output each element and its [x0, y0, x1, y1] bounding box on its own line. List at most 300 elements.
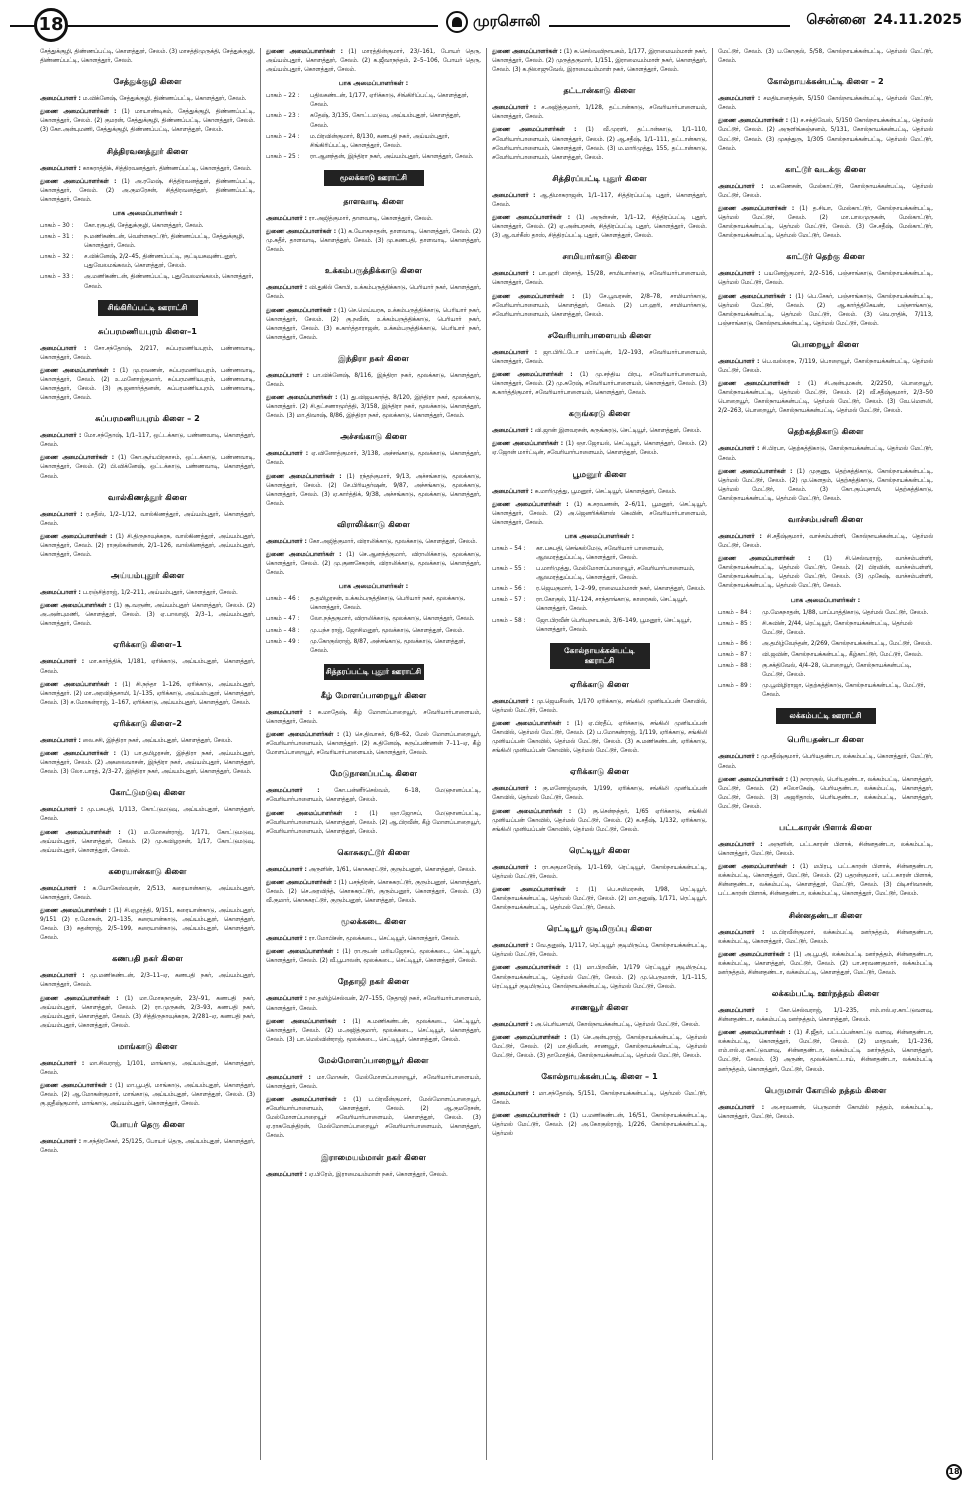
booth-organizer-row	[266, 627, 481, 636]
role-label: அமைப்பாளர் :	[266, 538, 307, 545]
organizer-details: பா.விக்னேஷ், 8/116, இந்திரா நகர், மூலக்காடு, கொளத்தூர், சேலம்.	[266, 372, 481, 388]
organizer-details: வி.துகில் கோபி, உக்கம்பருத்திக்காடு, பெரியார் நகர், கொளத்தூர், சேலம்.	[266, 285, 481, 301]
organizer-paragraph	[266, 538, 481, 547]
role-label: துணை அமைப்பாளர்கள் :	[492, 1113, 566, 1120]
organizer-paragraph	[40, 533, 255, 560]
role-label: அமைப்பாளர் :	[40, 659, 85, 666]
organizer-details: ரா.மோபிசன், மூலக்கடை, செட்டியூர், கொளத்தூர், சேலம்.	[308, 936, 460, 943]
organizer-details: (1) ப.பிரவீன்குமார், மேல்மோளப்பாறையூர், சவேரியார்பாளையம், கொளத்தூர், சேலம். (2) ஆ.குமரேசன், மேல்மோளப்பாறையூர் சவேரியார்பாளையம், கொளத்தூர், சேலம். (3) ஏ.ராகவேந்திரன், மேல்மோளப்பாறையூர் சவேரியார்பாளையம், கொளத்தூர், சேலம்.	[266, 1097, 481, 1140]
organizer-paragraph	[492, 1034, 707, 1061]
organizer-paragraph	[718, 48, 933, 66]
organizer-details: (1) ஏ.பிரதீப், ஏரிக்காடு, சங்கிலி முனியப்பன் கோவில், தெர்மல் மேட்டூர், சேலம். (2) ப.மோகன்ராஜ், 1/119, ஏரிக்காடு, சங்கிலி முனியப்பன் கோவில், தெர்மல் மேட்டூர், சேலம். (3) சு.மணிகண்டன், ஏரிக்காடு, சங்கிலி முனியப்பன் கோவில், தெர்மல் மேட்டூர், சேலம்.	[492, 720, 707, 755]
organizer-paragraph	[40, 48, 255, 66]
organizer-details: மு.மணிகண்டன், 2/3–11–ஏ, கணபதி நகர், அய்யம்புதூர், கொளத்தூர், சேலம்.	[40, 973, 255, 989]
organizer-details: கோ.செல்வராஜ், 1/1–235, எம்.எல்.ஏ.காட்டுவளவு, சின்னதண்டா, லக்கம்பட்டி ஊர்நத்தம், கொளத்தூர், சேலம்.	[718, 1008, 933, 1024]
branch-heading: ஏரிக்காடு கிளை–2	[113, 717, 182, 728]
organizer-details: மோ.சந்தோஷ், 1/1–117, ஒட்டக்காடு, பண்ணவாடி, கொளத்தூர், சேலம்.	[40, 433, 255, 449]
booth-organizer-row	[40, 273, 255, 291]
branch-heading: உக்கம்பருத்திக்காடு கிளை	[325, 265, 422, 276]
role-label: துணை அமைப்பாளர்கள் :	[492, 127, 577, 134]
organizer-paragraph	[266, 935, 481, 944]
branch-heading: நேதாஜி நகர் கிளை	[337, 976, 410, 987]
organizer-paragraph	[266, 709, 481, 727]
organizer-details: அ.சரவணன், பெருமாள் கோயில் நத்தம், லக்கம்பட்டி, கொளத்தூர், மேட்டூர், சேலம்.	[718, 1104, 933, 1120]
role-label: துணை அமைப்பாளர்கள் :	[266, 473, 342, 480]
role-label: துணை அமைப்பாளர்கள் :	[266, 552, 342, 558]
booth-organizer-row	[40, 222, 255, 231]
role-label: துணை அமைப்பாளர்கள் :	[266, 810, 357, 817]
branch-heading: கருங்கரடு கிளை	[568, 408, 631, 419]
booth-organizer-details: ப.மாரிமுத்து, மேல்மோளப்பாறையூர், சவேரியார்பாளையம், ஆலமரத்துப்பட்டி, கொளத்தூர், சேலம்.	[536, 566, 695, 582]
organizer-details: லை.சசி, இந்திரா நகர், அய்யம்புதூர், கொளத்தூர், சேலம்.	[82, 737, 233, 744]
organizer-details: மு.ஜெயசீலன், 1/170 ஏரிக்காடு, சங்கிலி முனியப்பன் கோவில், தெர்மல் மேட்டூர், சேலம்.	[492, 698, 707, 714]
organizer-paragraph	[40, 885, 255, 903]
organizer-paragraph	[266, 1074, 481, 1092]
organizer-paragraph	[266, 372, 481, 390]
branch-heading: கரையான்காடு கிளை	[108, 865, 187, 876]
role-label: அமைப்பாளர் :	[40, 345, 87, 352]
organizer-paragraph	[718, 445, 933, 463]
booth-organizer-details: அ.மணிகண்டன், திண்ணப்பட்டி, புதுவேலமங்கலம், கொளத்தூர், சேலம்.	[84, 274, 254, 290]
organizer-details: (1) ஞா.ஜோயல், செட்டியூர், கொளத்தூர், சேலம். (2) ஏ.ஜோன் மார்ட்டின், சவேரியார்பாளையம், கொளத்தூர், சேலம்.	[492, 441, 707, 457]
organizer-details: (1) க.சரவணன், 2–6/11, பூமனூர், செட்டியூர், கொளத்தூர், சேலம். (2) அ.ஜெனரிக்கிளஸ் கெவின், சவேரியார்பாளையம், கொளத்தூர், சேலம்.	[492, 501, 707, 526]
organizer-paragraph	[492, 864, 707, 882]
organizer-paragraph	[718, 951, 933, 978]
organizer-paragraph	[492, 427, 707, 436]
organizer-details: வே.தனுஷ், 1/117, ரெட்டியூர் குடிமிருப்பு, கோல்நாயக்கன்பட்டி, தெர்மல் மேட்டூர், சேலம்.	[492, 943, 707, 959]
organizer-paragraph	[40, 345, 255, 363]
booth-number: பாகம் – 86 :	[718, 640, 752, 647]
role-label: அமைப்பாளர் :	[718, 1104, 765, 1111]
organizer-paragraph	[492, 214, 707, 241]
organizer-paragraph	[40, 658, 255, 676]
column-divider	[486, 48, 487, 1460]
organizer-details: (1) க.யோகநாதன், தாளவாடி, கொளத்தூர், சேலம். (2) மு.கதீர், தாளவாடி, கொளத்தூர், சேலம். (3) மு.கணபதி, தாளவாடி, கொளத்தூர், சேலம்.	[266, 229, 481, 254]
organizer-details: மா.கார்த்திக், 1/181, ஏரிக்காடு, அய்யம்புதூர், கொளத்தூர், சேலம்.	[40, 659, 255, 675]
booth-organizer-details: கா.பசுபதி, செங்கல்மேடு, சவேரியார் பாளையம், ஆலமரத்துப்பட்டி, கொளத்தூர், சேலம்.	[536, 545, 664, 561]
column-divider	[260, 48, 261, 1460]
branch-heading: ஏரிக்காடு கிளை	[569, 766, 630, 777]
issue-date: 24.11.2025	[873, 12, 962, 28]
branch-heading: சேத்துக்குழி கிளை	[113, 76, 182, 87]
panchayat-heading: சித்தரப்பட்டி புதூர் ஊராட்சி	[324, 664, 424, 680]
booth-organizer-details: கதேஷ், 3/135, கோட்டமடுவு, அய்யம்புதூர், கொளத்தூர், சேலம்.	[310, 113, 461, 129]
organizer-details: (1) மு.ரவணன், சுப்பரமணியபுரம், பண்ணவாடி, கொளத்தூர், சேலம். (2) உ.மனோஜ்குமார், சுப்பரமணியபுரம், பண்ணவாடி, கொளத்தூர், சேலம். (3) கு.ஜனார்த்தனன், சுப்பரமணியபுரம், பண்ணவாடி, கொளத்தூர், சேலம்.	[40, 367, 255, 402]
organizer-details: சி.சதீஷ்குமார், வாச்சம்பள்ளி, கோல்நாயக்கன்பட்டி, தெர்மல் மேட்டூர், சேலம்.	[718, 534, 933, 550]
booth-number: பாகம் – 48 :	[266, 627, 300, 634]
booth-organizer-details: பதிலகண்டன், 1/177, ஏரிக்காடு, சிங்கிரிப்பட்டி, கொளத்தூர், சேலம்.	[310, 93, 469, 109]
role-label: துணை அமைப்பாளர்கள் :	[40, 603, 112, 610]
organizer-details: ஜா.பிரிட்டோ மார்ட்டின், 1/2–193, சவேரியார்பாளையம், கொளத்தூர், சேலம்.	[492, 349, 707, 365]
role-label: அமைப்பாளர் :	[266, 709, 312, 716]
organizer-paragraph	[40, 95, 255, 104]
branch-heading: அய்யம்புதூர் கிளை	[110, 570, 185, 581]
organizer-paragraph	[40, 737, 255, 746]
booth-organizer-row	[266, 615, 481, 624]
role-label: அமைப்பாளர் :	[266, 1074, 311, 1081]
organizer-paragraph	[492, 808, 707, 835]
branch-heading: போயர் தெரு கிளை	[110, 1119, 185, 1130]
organizer-details: (1) ம.மோகன்ராஜ், 1/171, கோட்டுமடுவு, அய்யம்புதூர், கொளத்தூர், சேலம். (2) மு.சுவிழரசன், 1/17, கோட்டுமடுவு, அய்யம்புதூர், கொளத்தூர், சேலம்.	[40, 829, 255, 854]
organizer-details: (1) கு.சென்நந்தர், 1/65 ஏரிக்காடு, சங்கிலி முனியப்பன் கோவில், தெர்மல் மேட்டூர், சேலம். (2) க.சதீஷ், 1/132, ஏரிக்காடு, சங்கிலி முனியப்பன் கோவில், தெர்மல் மேட்டூர், சேலம்.	[492, 808, 707, 833]
organizer-details: (1) மபிரபு, பட்டகாரன் பிளாக், சின்னதண்டா, லக்கம்பட்டி, கொளத்தூர், மேட்டூர், சேலம். (2) பதரன்குமார், பட்டகாரன் பிளாக், சின்னதண்டா, லக்கம்பட்டி, கொளத்தூர், மேட்டூர், சேலம். (3) பிடிசரிவாசன், பட்டகாரன் பிளாக், சின்னதண்டா, லக்கம்பட்டி, கொளத்தூர், மேட்டூர், சேலம்.	[718, 864, 933, 898]
organizer-details: (1) சே.பூவரசன், 2/8–78, சாமியார்காடு, சவேரியார்பாளையம், கொளத்தூர், சேலம். (2) பா.ஹரி, சாமியார்காடு, சவேரியார்பாளையம், கொளத்தூர், சேலம்.	[492, 293, 707, 318]
branch-heading: சுப்பரமணியபுரம் கிளை–1	[98, 325, 197, 336]
organizer-details: பயனேஜ்குமார், 2/2–516, பஞ்சாங்காடு, கோல்நாயக்கன்பட்டி, தெர்மல் மேட்டூர், சேலம்.	[718, 271, 933, 287]
booth-number: பாகம் – 46 :	[266, 596, 300, 603]
organizer-details: (1) செ.மெய்யரசு, உக்கம்பருத்திக்காடு, பெரியார் நகர், கொளத்தூர், சேலம். (2) கு.நவீன், உக்கம்பருத்திக்காடு, பெரியார் நகர், கொளத்தூர், சேலம். (3) க.கார்த்தாராஜன், உக்கம்பருத்திக்காடு, பெரியார் நகர், கொளத்தூர், சேலம்.	[266, 307, 481, 341]
organizer-paragraph	[718, 776, 933, 812]
booth-organizer-row	[492, 596, 707, 614]
branch-heading: சித்திரவனத்தூர் கிளை	[106, 145, 189, 156]
booth-organizer-row	[266, 92, 481, 110]
organizer-details: (1) மாரத்தின்குமார், 23/–161, போயர் தெரு, அய்யம்புதூர், கொளத்தூர், சேலம். (2) க.ஜீவாநந்தம், 2–5–106, போயர் தெரு, அய்யம்புதூர், கொளத்தூர், சேலம்.	[266, 49, 481, 74]
organizer-paragraph	[492, 488, 707, 497]
branch-heading: கோல்நாயக்கன்பட்டி கிளை – 1	[541, 1071, 658, 1082]
role-label: துணை அமைப்பாளர்கள் :	[40, 455, 115, 462]
organizer-paragraph	[266, 1096, 481, 1141]
role-label: துணை அமைப்பாளர்கள் :	[266, 395, 338, 402]
booth-number: பாகம் – 33 :	[40, 274, 74, 281]
organizer-details: அருளின், பட்டகாரன் பிளாக், சின்னதண்டா, லக்கம்பட்டி, கொளத்தூர், மேட்டூர், சேலம்.	[718, 841, 933, 858]
booth-organizer-details: ரா.ஆனந்தன், இந்திரா நகர், அய்யம்புதூர், கொளத்தூர், சேலம்.	[310, 153, 474, 160]
branch-heading: இந்திரா நகர் கிளை	[338, 352, 409, 363]
role-label: துணை அமைப்பாளர்கள் :	[492, 293, 575, 300]
role-label: துணை அமைப்பாளர்கள் :	[718, 118, 789, 125]
role-label: அமைப்பாளர் :	[718, 358, 760, 365]
role-label: துணை அமைப்பாளர்கள் :	[718, 556, 811, 563]
role-label: துணை அமைப்பாளர்கள் :	[266, 732, 340, 739]
branch-heading: கொசுகரட்டூர் கிளை	[337, 846, 410, 857]
organizer-paragraph	[492, 698, 707, 716]
branch-heading: பெரியதண்டா கிளை	[787, 734, 864, 745]
organizer-paragraph	[266, 948, 481, 966]
organizer-paragraph	[492, 785, 707, 803]
booth-organizer-details: ரா.கோகுல், 11/–124, சாந்தாங்காடு, காரைகல், செட்டியூர், கொளத்தூர், சேலம்.	[536, 597, 688, 613]
organizer-paragraph	[266, 307, 481, 343]
organizer-paragraph	[492, 440, 707, 458]
booth-organizer-details: ந.மணிகண்டன், வெள்ளகரட்டூர், திண்ணப்பட்டி, சேத்துக்குழி, கொளத்தூர், சேலம்.	[84, 234, 245, 250]
organizer-details: சி.பிரபா, தெற்கத்திகாடு, கோல்நாயக்கன்பட்டி, தெர்மல் மேட்டூர், சேலம்.	[718, 446, 933, 462]
organizer-paragraph	[40, 165, 255, 174]
column-divider	[712, 48, 713, 1460]
booth-organizer-row	[718, 682, 933, 700]
organizer-paragraph	[492, 293, 707, 320]
role-label: அமைப்பாளர் :	[266, 372, 309, 379]
booth-organizer-details: கோ.ரகுபதி, சேத்துக்குழி, கொளத்தூர், சேலம்.	[84, 222, 204, 229]
organizer-paragraph	[718, 533, 933, 551]
booth-organizer-details: ச.விக்னேஷ், 2/2–45, திண்ணப்பட்டி, குட்டியகவுண்டனூர், புதுவேலமங்கலம், கொளத்தூர், சேலம்.	[84, 254, 238, 270]
organizer-details: ப.ரஞ்சித்ராஜ், 1/2–211, அய்யம்புதூர், கொளத்தூர், சேலம்.	[82, 590, 238, 597]
booth-organizer-row	[266, 112, 481, 130]
organizer-details: (1) பா.தமிழரசன், இந்திரா நகர், அய்யம்புதூர், கொளத்தூர், சேலம். (2) அகலைவாசன், இந்திரா நகர், அய்யம்புதூர், கொளத்தூர், சேலம். (3) லோ.பாரத், 2/3–27, இந்திரா நகர், அய்யம்புதூர், கொளத்தூர், சேலம்.	[40, 751, 255, 776]
organizer-details: ரா.சுகுமாரேஷ், 1/1–169, ரெட்டியூர், கோல்நாயக்கன்பட்டி, தெர்மல் மேட்டூர், சேலம்.	[492, 864, 707, 880]
booth-organizer-details: மு.பூவிழிராஜா, தெற்கத்திகாடு, கோல்நாயக்கன்பட்டி, மேட்டூர், சேலம்.	[762, 683, 926, 699]
branch-heading: கீழ் மோளப்பாறையூர் கிளை	[320, 689, 427, 700]
role-label: அமைப்பாளர் :	[718, 1008, 769, 1014]
booth-organizer-row	[492, 565, 707, 583]
organizer-details: நா.தமிழ்செல்வன், 2/7–155, நேதாஜி நகர், சவேரியார்பாளையம், கொளத்தூர், சேலம்.	[266, 996, 481, 1012]
role-label: துணை அமைப்பாளர்கள் :	[718, 776, 789, 783]
organizer-paragraph	[40, 1138, 255, 1156]
masthead	[10, 8, 962, 44]
role-label: துணை அமைப்பாளர்கள் :	[40, 367, 116, 374]
organizer-paragraph	[492, 192, 707, 210]
page-number-badge: 18	[34, 8, 68, 42]
organizer-paragraph	[718, 205, 933, 241]
branch-heading: பெருமாள் கோயில் நத்தம் கிளை	[764, 1084, 887, 1095]
role-label: அமைப்பாளர் :	[40, 433, 82, 440]
role-label: துணை அமைப்பாளர்கள் :	[266, 1018, 346, 1025]
panchayat-heading: லக்கம்பட்டி ஊராட்சி	[776, 708, 876, 724]
organizer-details: சோ.சந்தோஷ், 2/217, சுப்பரமணியபுரம், பண்ணவாடி, கொளத்தூர், சேலம்.	[40, 345, 255, 361]
role-label: அமைப்பாளர் :	[718, 271, 761, 278]
role-label: துணை அமைப்பாளர்கள் :	[718, 864, 795, 871]
booth-number: பாகம் – 55 :	[492, 566, 526, 573]
organizer-paragraph	[718, 1029, 933, 1074]
booth-organizer-details: த.தமிழரசன், உக்கம்பருத்திகாடு, பெரியார் நகர், மூலக்காடு, கொளத்தூர், சேலம்.	[310, 596, 466, 612]
role-label: அமைப்பாளர் :	[492, 698, 534, 705]
organizer-details: க.யோகேஸ்வரன், 2/513, கரையான்காடு, அய்யம்புதூர், கொளத்தூர், சேலம்.	[40, 885, 255, 901]
organizer-paragraph	[40, 681, 255, 708]
organizer-details: (1) வீ.முரளி, தட்டான்காடு, 1/1–110, சவேரியார்பாளையம், கொளத்தூர், சேலம். (2) ஆ.சதீஷ், 1/1–111, தட்டான்காடு, சவேரியார்பாளையம், கொளத்தூர், சேலம். (3) ம.மாரிமுத்து, 155, தட்டான்காடு, சவேரியார்பாளையம், கொளத்தூர், சேலம்.	[492, 127, 707, 161]
organizer-details: ம.விக்னேஷ், சேத்துக்குழி, திண்ணப்பட்டி, கொளத்தூர், சேலம்.	[82, 96, 247, 103]
role-label: துணை அமைப்பாளர்கள் :	[492, 886, 579, 893]
role-label: அமைப்பாளர் :	[266, 788, 320, 795]
role-label: அமைப்பாளர் :	[492, 349, 538, 356]
role-label: அமைப்பாளர் :	[718, 754, 759, 761]
booth-organizer-row	[266, 638, 481, 656]
role-label: அமைப்பாளர் :	[718, 929, 765, 936]
organizer-details: ம.கணேசன், மேல்காட்டூர், கோல்நாயக்கன்பட்டி, தெர்மல் மேட்டூர், சேலம்.	[718, 183, 933, 199]
branch-heading: சித்திரப்பட்டி புதூர் கிளை	[552, 172, 647, 183]
organizer-details: ர.சதீஸ், 1/2–1/12, வால்கிணத்தூர், அய்யம்புதூர், கொளத்தூர், சேலம்.	[40, 511, 255, 527]
role-label: துணை அமைப்பாளர்கள் :	[40, 1083, 113, 1090]
organizer-paragraph	[266, 810, 481, 837]
organizer-details: ம.பிரவீன்குமார், லக்கம்பட்டி ஊர்நத்தம், சின்னதண்டா, லக்கம்பட்டி, கொளத்தூர், மேட்டூர், சேலம்.	[718, 929, 933, 945]
role-label: துணை அமைப்பாளர்கள் :	[492, 501, 569, 508]
role-label: அமைப்பாளர் :	[40, 96, 81, 103]
organizer-details: (1) ஞா.ஜோசப், மேடுநானப்பட்டி, சவேரியார்பாளையம், கொளத்தூர், சேலம். (2) ஆ.பிரவீன், கீழ் மோளப்பாறையூர், சவேரியார்பாளையம், கொளத்தூர், சேலம்.	[266, 810, 481, 835]
footer-page-number: 18	[946, 1464, 962, 1480]
column-1	[40, 48, 255, 1460]
branch-heading: மூலக்கடை கிளை	[340, 916, 407, 927]
role-label: துணை அமைப்பாளர்கள் :	[492, 965, 569, 972]
role-label: அமைப்பாளர் :	[266, 451, 309, 458]
organizer-paragraph	[492, 720, 707, 756]
organizer-paragraph	[266, 1018, 481, 1045]
branch-heading: சாணவூர் கிளை	[570, 1001, 629, 1012]
organizer-details: (1) ரந்தந்குமார், 9/13, அச்சங்காடு, மூலக்காடு, கொளத்தூர், சேலம். (2) சே.பிரியதர்ஷன், 9/87, அச்சங்காடு, மூலக்காடு, கொளத்தூர், சேலம். (3) ஏ.கார்த்திக், 9/38, அச்சங்காடு, மூலக்காடு, கொளத்தூர், சேலம்.	[266, 473, 481, 507]
booth-organizer-details: வி.ஜவின், கோல்நாயக்கன்பட்டி, கீழ்காட்டூர், மேட்டூர், சேலம்.	[762, 651, 923, 658]
organizer-details: பா.ஹரி பிரசாத், 15/28, சாமியார்காடு, சவேரியார்பாளையம், கொளத்தூர், சேலம்.	[492, 271, 707, 287]
column-2	[266, 48, 481, 1460]
organizer-paragraph	[718, 1007, 933, 1025]
organizer-paragraph	[718, 358, 933, 376]
role-label: துணை அமைப்பாளர்கள் :	[40, 533, 113, 540]
organizer-paragraph	[266, 866, 481, 875]
booth-organizer-row	[492, 545, 707, 563]
booth-organizers-heading: பாக அமைப்பாளர்கள் :	[338, 582, 409, 591]
organizer-paragraph	[266, 284, 481, 302]
booth-organizers-heading: பாக அமைப்பாளர்கள் :	[112, 208, 183, 217]
role-label: அமைப்பாளர் :	[492, 864, 537, 871]
booth-number: பாகம் – 57 :	[492, 597, 526, 604]
organizer-paragraph	[492, 104, 707, 122]
organizer-details: (1) அ.பூபதி, லக்கம்பட்டி ஊர்நத்தம், சின்னதண்டா, லக்கம்பட்டி, கொளத்தூர், மேட்டூர், சேலம். (2) பா.சரவணகுமார், லக்கம்பட்டி ஊர்நத்தம், சின்னதண்டா, லக்கம்பட்டி, கொளத்தூர், மேட்டூர், சேலம்.	[718, 951, 933, 976]
organizer-paragraph	[492, 371, 707, 398]
organizer-details: சேத்துக்குழி, திண்ணப்பட்டி, கொளத்தூர், சேலம். (3) மாசத்திமுருக்தி, சேத்துக்குழி, திண்ணப்பட்டி, கொளத்தூர், சேலம்.	[40, 49, 255, 65]
organizer-details: (1) மு.சந்திய பிரபு, சவேரியார்பாளையம், கொளத்தூர், சேலம். (2) மு.சுரேஷ், சவேரியார்பாளையம், கொளத்தூர், சேலம். (3) க.கார்த்திகுமார், சவேரியார்பாளையம், கொளத்தூர், சேலம்.	[492, 371, 707, 397]
branch-heading: காட்டூர் தெற்கு கிளை	[786, 251, 865, 262]
branch-heading: சவேரியார்பாளையம் கிளை	[547, 329, 652, 340]
organizer-details: மு.பசுபதி, 1/113, கோட்டுமடுவு, அய்யம்புதூர், கொளத்தூர், சேலம்.	[40, 807, 255, 823]
booth-organizer-details: கு.சக்திவேல், 4/4–28, பொறையூர், கோல்நாயக்கன்பட்டி, மேட்டூர், சேலம்.	[762, 663, 912, 679]
booth-organizer-row	[40, 253, 255, 271]
organizer-details: (1) மா.பூபதி, மாங்காடு, அய்யம்புதூர், கொளத்தூர், சேலம். (2) ஆ.மோகன்குமார், மாங்காடு, அய்யம்புதூர், கொளத்தூர், சேலம். (3) கு.ஜதீஷ்குமார், மாங்காடு, அய்யம்புதூர், கொளத்தூர், சேலம்.	[40, 1083, 255, 1108]
booth-number: பாகம் – 25 :	[266, 153, 300, 160]
role-label: துணை அமைப்பாளர்கள் :	[40, 681, 117, 688]
booth-number: பாகம் – 84 :	[718, 609, 752, 616]
organizer-paragraph	[492, 964, 707, 991]
role-label: அமைப்பாளர் :	[40, 807, 84, 814]
organizer-paragraph	[40, 511, 255, 529]
organizer-details: (1) சூ.வருண், அய்யம்புதூர் கொளத்தூர், சேலம். (2) அ.அன்புமணி, கொளத்தூர், சேலம். (3) ஏ.பாலாஜி, 2/3–1, அய்யம்புதூர், கொளத்தூர், சேலம்.	[40, 603, 255, 628]
booth-number: பாகம் – 85 :	[718, 620, 752, 627]
organizer-paragraph	[40, 806, 255, 824]
booth-organizer-row	[718, 640, 933, 649]
booth-number: பாகம் – 47 :	[266, 616, 300, 623]
role-label: அமைப்பாளர் :	[40, 973, 85, 980]
organizer-details: மேட்டூர், சேலம். (3) ப.கோகுல், 5/58, கோல்நாயக்கன்பட்டி, தெர்மல் மேட்டூர், சேலம்.	[718, 49, 933, 65]
booth-organizers-heading: பாக அமைப்பாளர்கள் :	[338, 79, 409, 88]
branch-heading: ஏரிக்காடு கிளை	[569, 678, 630, 689]
organizer-paragraph	[40, 1060, 255, 1078]
organizer-details: (1) க.மணிகண்டன், மூலக்கடை, செட்டியூர், கொளத்தூர், சேலம். (2) ம.அஜித்குமார், மூலக்கடை, செட்டியூர், கொளத்தூர், சேலம். (3) பா.மெல்வின்ராஜ், மூலக்கடை, செட்டியூர், கொளத்தூர், சேலம்.	[266, 1018, 481, 1043]
organizer-paragraph	[40, 602, 255, 629]
role-label: அமைப்பாளர் :	[492, 271, 535, 278]
role-label: அமைப்பாளர் :	[492, 192, 536, 199]
organizer-paragraph	[266, 995, 481, 1013]
role-label: துணை அமைப்பாளர்கள் :	[40, 995, 119, 1002]
organizer-details: (1) ரா.ரூபன் மரியஜோசப், மூலக்கடை, செட்டியூர், கொளத்தூர், சேலம். (2) வீ.பூபாலன், மூலக்கடை, செட்டியூர், கொளத்தூர், சேலம்.	[266, 949, 481, 965]
organizer-paragraph	[40, 1082, 255, 1109]
role-label: அமைப்பாளர் :	[266, 285, 308, 292]
role-label: துணை அமைப்பாளர்கள் :	[492, 808, 572, 815]
role-label: அமைப்பாளர் :	[718, 96, 761, 103]
article-columns	[40, 48, 934, 1460]
column-4	[718, 48, 933, 1460]
organizer-paragraph	[40, 367, 255, 403]
role-label: துணை அமைப்பாளர்கள் :	[40, 829, 121, 836]
organizer-paragraph	[266, 394, 481, 421]
organizer-paragraph	[40, 995, 255, 1031]
organizer-details: கோ.அஜித்குமார், விராலிக்காடு, மூலக்காடு, கொளத்தூர், சேலம்.	[308, 538, 478, 545]
role-label: அமைப்பாளர் :	[718, 534, 762, 540]
branch-heading: கோல்நாயக்கன்பட்டி கிளை – 2	[767, 76, 884, 87]
panchayat-heading: சிங்கிரிப்பட்டி ஊராட்சி	[98, 300, 198, 316]
branch-heading: தாளவாடி கிளை	[343, 195, 404, 206]
column-3	[492, 48, 707, 1460]
booth-organizers-heading: பாக அமைப்பாளர்கள் :	[790, 595, 861, 604]
booth-number: பாகம் – 49 :	[266, 638, 300, 645]
branch-heading: மாங்காடு கிளை	[117, 1040, 178, 1051]
organizer-details: (1) முகுணு, தெற்கத்திகாடு, கோல்நாயக்கன்பட்டி, தெர்மல் மேட்டூர், சேலம். (2) மு.கௌதம், தெற்கத்திகாடு, கோல்நாயக்கன்பட்டி, தெர்மல் மேட்டூர், சேலம். (3) கோ.குப்புசாமி, தெற்கத்திகாடு, கோல்நாயக்கன்பட்டி, தெர்மல் மேட்டூர், சேலம்.	[718, 468, 933, 502]
booth-number: பாகம் – 22 :	[266, 93, 300, 100]
organizer-details: ச.அஜித்குமார், 1/128, தட்டான்காடு, சவேரியார்பாளையம், கொளத்தூர், சேலம்.	[492, 105, 707, 121]
organizer-details: (1) மா.மோகநாதன், 23/–91, கணபதி நகர், அய்யம்புதூர், கொளத்தூர், சேலம். (2) ரா.முருகன், 2/3–93, கணபதி நகர், அய்யம்புதூர், கொளத்தூர், சேலம். (3) சித்திருநாவுக்கரசு, 2/281–ஏ, கணபதி நகர், அய்யம்புதூர், கொளத்தூர், சேலம்.	[40, 995, 255, 1029]
organizer-paragraph	[266, 787, 481, 805]
branch-heading: தட்டான்காடு கிளை	[563, 85, 636, 96]
booth-number: பாகம் – 23 :	[266, 113, 300, 120]
booth-organizer-details: மு.பந்ச ராஜ், ஜோசிமனூர், மூலக்காடு, கொளத்தூர், சேலம்.	[310, 627, 465, 634]
dateline	[790, 12, 962, 30]
newspaper-logo	[438, 11, 549, 33]
organizer-paragraph	[718, 555, 933, 591]
role-label: துணை அமைப்பாளர்கள் :	[40, 109, 117, 116]
organizer-details: (1) பெ.சமிமரசன், 1/98, ரெட்டியூர், கோல்நாயக்கன்பட்டி, தெர்மல் மேட்டூர், சேலம். (2) மா.தனுஷ், 1/171, ரெட்டியூர், கோல்நாயக்கன்பட்டி, தெர்மல் மேட்டூர், சேலம்.	[492, 886, 707, 912]
booth-number: பாகம் – 89 :	[718, 683, 752, 690]
role-label: அமைப்பாளர் :	[492, 786, 537, 793]
organizer-paragraph	[40, 907, 255, 943]
organizer-paragraph	[266, 551, 481, 578]
branch-heading: லக்கம்பட்டி ஊர்நத்தம் கிளை	[771, 988, 880, 998]
branch-heading: இராமையம்மாள் நகர் கிளை	[321, 1151, 426, 1162]
role-label: துணை அமைப்பாளர்கள் :	[492, 441, 564, 448]
lotus-emblem-icon	[446, 11, 468, 33]
booth-number: பாகம் – 58 :	[492, 617, 526, 624]
booth-organizer-row	[718, 609, 933, 618]
organizer-paragraph	[718, 117, 933, 153]
organizer-details: மு.சதீஷ்குமார், பெரியதண்டா, லக்கம்பட்டி, கொளத்தூர், மேட்டூர், சேலம்.	[718, 754, 933, 770]
role-label: அமைப்பாளர் :	[718, 841, 763, 848]
organizer-paragraph	[266, 1171, 481, 1180]
role-label: அமைப்பாளர் :	[40, 737, 81, 744]
organizer-details: (1) பெ.சேகர், பஞ்சாங்காடு, கோல்நாயக்கன்பட்டி, தெர்மல் மேட்டூர், சேலம். (2) ஆ.கார்த்திகேயன், பஞ்சாங்காடு, கோல்நாயக்கன்பட்டி, தெர்மல் மேட்டூர், சேலம். (3) வெ.ராதிக், 7/113, பஞ்சாங்காடு, கோல்நாயக்கன்பட்டி, தெர்மல் மேட்டூர், சேலம்.	[718, 293, 933, 327]
organizer-details: (1) அருள்சன், 1/1–12, சித்திரப்பட்டி புதூர், கொளத்தூர், சேலம். (2) ஏ.அன்பரசன், சித்திரப்பட்டி புதூர், கொளத்தூர், சேலம். (3) ஆ.வர்கீஸ் தாஸ், சித்திரப்பட்டி புதூர், கொளத்தூர், சேலம்.	[492, 215, 707, 240]
booth-number: பாகம் – 30 :	[40, 222, 74, 229]
role-label: அமைப்பாளர் :	[718, 446, 760, 453]
organizer-details: கோ.பன்னீர்செல்வம், 6–18, மேடுநானப்பட்டி, சவேரியார்பாளையம், கொளத்தூர், சேலம்.	[266, 788, 481, 804]
role-label: அமைப்பாளர் :	[492, 1091, 535, 1098]
booth-organizer-details: மு.மேகநாதன், 1/88, பாப்பாத்திகாடு, தெர்மல் மேட்டூர், சேலம்.	[762, 609, 929, 616]
booth-organizer-row	[266, 153, 481, 162]
organizer-paragraph	[492, 1021, 707, 1030]
booth-number: பாகம் – 31 :	[40, 234, 74, 241]
role-label: துணை அமைப்பாளர்கள் :	[718, 951, 791, 958]
role-label: அமைப்பாளர் :	[40, 885, 86, 892]
role-label: துணை அமைப்பாளர்கள் :	[266, 49, 343, 55]
organizer-details: (1) பசந்திரன், கொசுகரட்டூர், குரும்பனூர், கொளத்தூர், சேலம். (2) செ.அரவிந்த், கொசுகரட்டூர், குரும்பனூர், கொளத்தூர், சேலம். (3) வீ.குமார், கொசுகரட்டூர், குரும்பனூர், கொளத்தூர், சேலம்.	[266, 879, 481, 905]
booth-organizer-row	[718, 651, 933, 660]
organizer-paragraph	[266, 48, 481, 75]
organizer-details: (1) மா.பிறவீன், 1/179 ரெட்டியூர் குடிமிருப்பு, கோல்நாயக்கன்பட்டி, தெர்மல் மேட்டூர், சேலம். (2) மு.பெருமாள், 1/1–115, ரெட்டியூர் குடிமிருப்பு, கோல்நாயக்கன்பட்டி, தெர்மல் மேட்டூர், சேலம்.	[492, 965, 707, 990]
organizer-paragraph	[492, 349, 707, 367]
branch-heading: சின்னதண்டா கிளை	[788, 909, 863, 920]
organizer-paragraph	[266, 215, 481, 224]
booth-organizer-details: லோ.நந்தகுமார், விராலிக்காடு, மூலக்காடு, கொளத்தூர், சேலம்.	[310, 616, 475, 623]
organizer-details: (1) செ.திவாகர், 6/8–62, மேல் மோளப்பாறையூர், சவேரியார்பாளையம், கொளத்தூர். (2) க.தினேஷ், கருப்பண்ணன் 7–11–ஏ, கீழ் மோளப்பாறையூர், சவேரியார்பாளையம், கொளத்தூர், சேலம்.	[266, 732, 481, 757]
organizer-paragraph	[492, 501, 707, 528]
booth-organizer-row	[266, 133, 481, 151]
organizer-details: (1) மாயாண்டிகம், சேத்துக்குழி, திண்ணப்பட்டி, கொளத்தூர், சேலம். (2) குமரன், சேத்துக்குழி, திண்ணப்பட்டி, கொளத்தூர், சேலம். (3) கோ.அன்புமணி, சேத்துக்குழி, திண்ணப்பட்டி, கொளத்தூர், சேலம்.	[40, 109, 255, 134]
booth-organizer-row	[718, 620, 933, 638]
organizer-paragraph	[718, 380, 933, 416]
organizer-paragraph	[40, 750, 255, 777]
role-label: துணை அமைப்பாளர்கள் :	[266, 879, 337, 886]
panchayat-heading: மூலக்காடு ஊராட்சி	[324, 170, 424, 186]
organizer-details: ரா.அஜித்குமார், தாளவாடி, கொளத்தூர், சேலம்.	[308, 215, 433, 222]
